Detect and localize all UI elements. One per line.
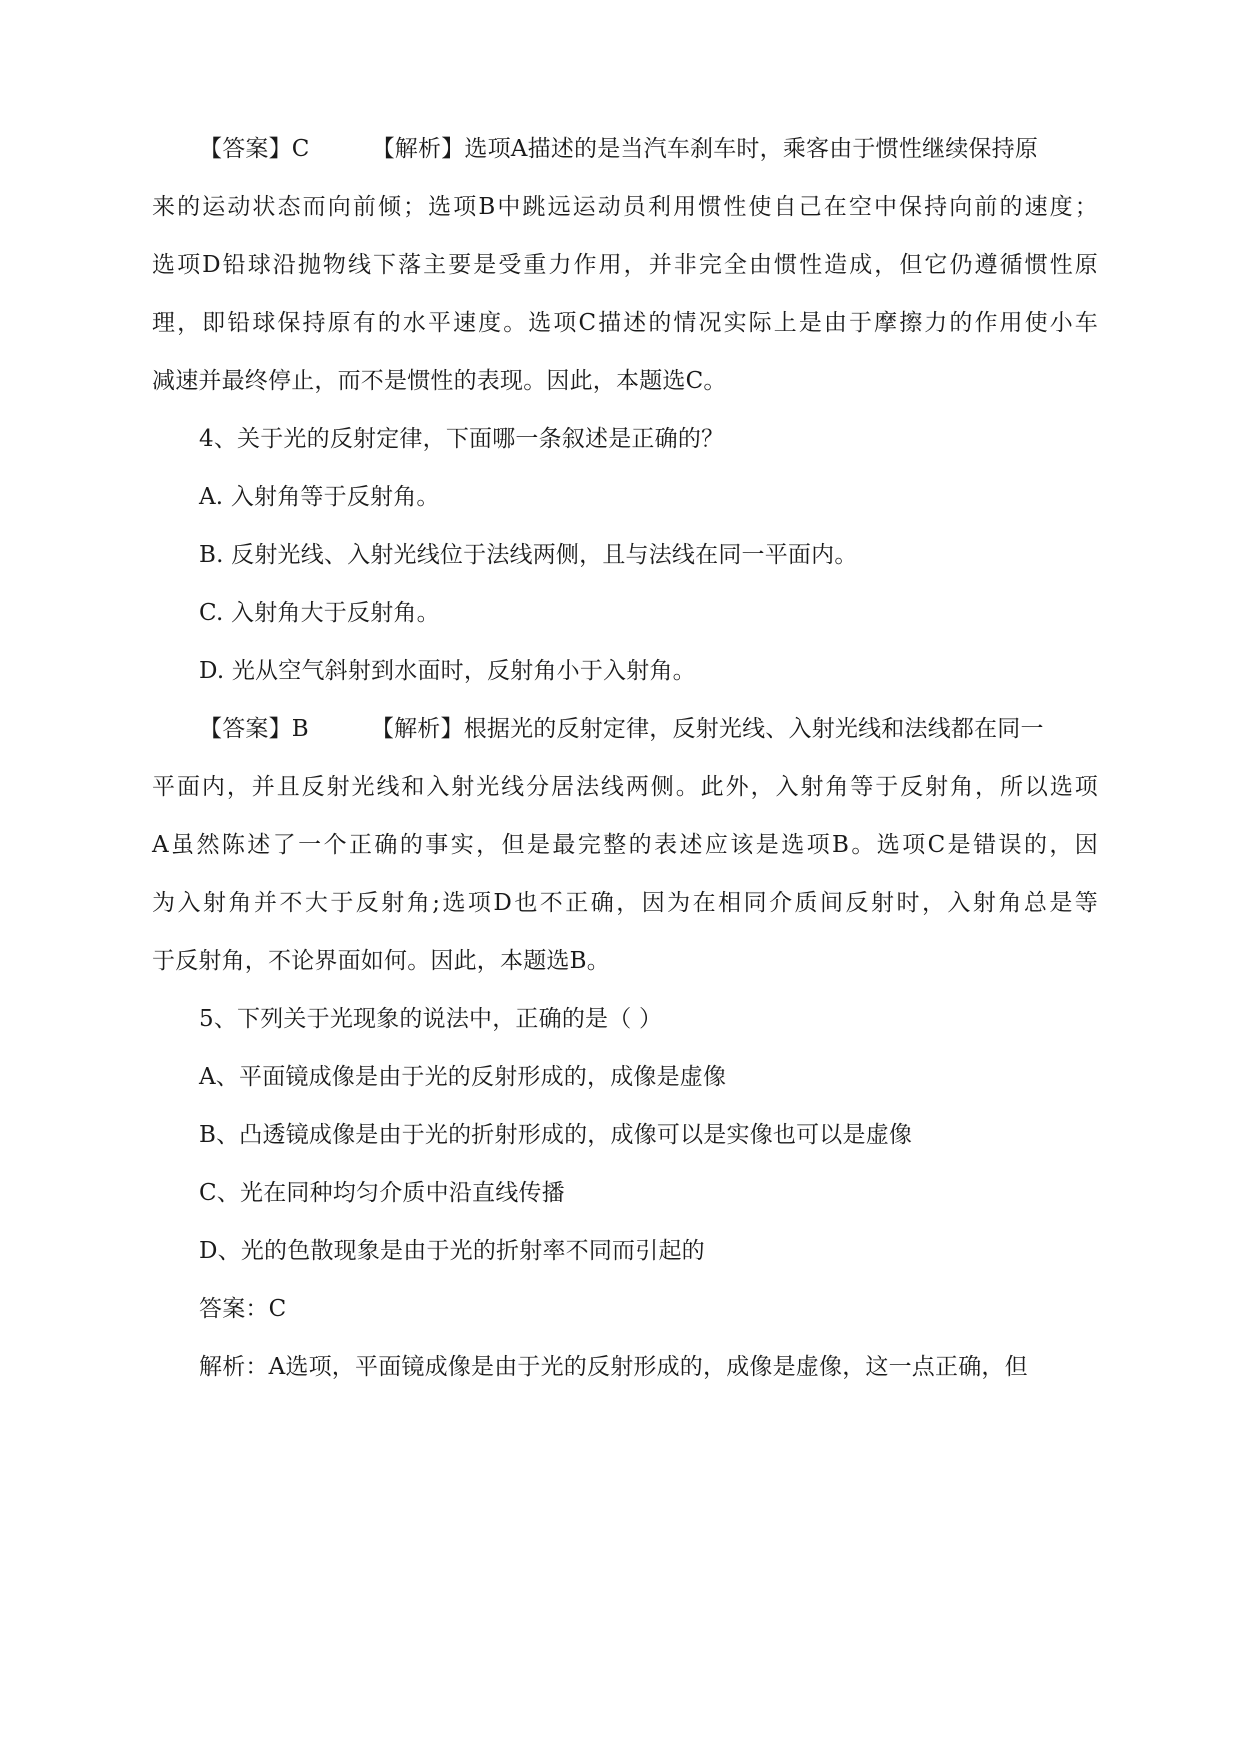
q5-analysis-line-1: 解析：A选项，平面镜成像是由于光的反射形成的，成像是虚像，这一点正确，但: [199, 1354, 1028, 1380]
q3-analysis-line-5: 减速并最终停止，而不是惯性的表现。因此，本题选C。: [152, 368, 727, 394]
q4-analysis-line-2: 平面内，并且反射光线和入射光线分居法线两侧。此外，入射角等于反射角，所以选项: [152, 774, 1098, 800]
q4-answer-label: 【答案】B: [199, 716, 309, 742]
q4-option-c: C. 入射角大于反射角。: [199, 600, 440, 626]
q4-option-b: B. 反射光线、入射光线位于法线两侧，且与法线在同一平面内。: [199, 542, 858, 568]
q4-analysis-line-3: A虽然陈述了一个正确的事实，但是最完整的表述应该是选项B。选项C是错误的，因: [152, 832, 1098, 858]
q4-stem: 4、关于光的反射定律，下面哪一条叙述是正确的？: [199, 426, 725, 452]
q3-analysis-line-1: 【解析】选项A描述的是当汽车刹车时，乘客由于惯性继续保持原: [371, 136, 1039, 162]
q3-answer-line: [199, 134, 1145, 164]
q5-option-b: B、凸透镜成像是由于光的折射形成的，成像可以是实像也可以是虚像: [199, 1122, 913, 1148]
q3-analysis-line-2: 来的运动状态而向前倾；选项B中跳远运动员利用惯性使自己在空中保持向前的速度；: [152, 194, 1098, 220]
q3-answer-label: 【答案】C: [199, 136, 310, 162]
q3-analysis-line-3: 选项D铅球沿抛物线下落主要是受重力作用，并非完全由惯性造成，但它仍遵循惯性原: [152, 252, 1098, 278]
q4-option-a: A. 入射角等于反射角。: [199, 484, 440, 510]
q5-option-a: A、平面镜成像是由于光的反射形成的，成像是虚像: [199, 1064, 727, 1090]
q4-option-d: D. 光从空气斜射到水面时，反射角小于入射角。: [199, 658, 696, 684]
q4-analysis-line-4: 为入射角并不大于反射角;选项D也不正确，因为在相同介质间反射时，入射角总是等: [152, 890, 1098, 916]
q4-answer-line: [199, 714, 1145, 744]
q3-analysis-line-4: 理，即铅球保持原有的水平速度。选项C描述的情况实际上是由于摩擦力的作用使小车: [152, 310, 1098, 336]
q5-stem: 5、下列关于光现象的说法中，正确的是（ ）: [199, 1006, 663, 1032]
q5-answer: 答案：C: [199, 1296, 287, 1322]
q4-analysis-line-1: 【解析】根据光的反射定律，反射光线、入射光线和法线都在同一: [370, 716, 1044, 742]
q5-option-c: C、光在同种均匀介质中沿直线传播: [199, 1180, 565, 1206]
q5-option-d: D、光的色散现象是由于光的折射率不同而引起的: [199, 1238, 705, 1264]
q4-analysis-line-5: 于反射角，不论界面如何。因此，本题选B。: [152, 948, 610, 974]
